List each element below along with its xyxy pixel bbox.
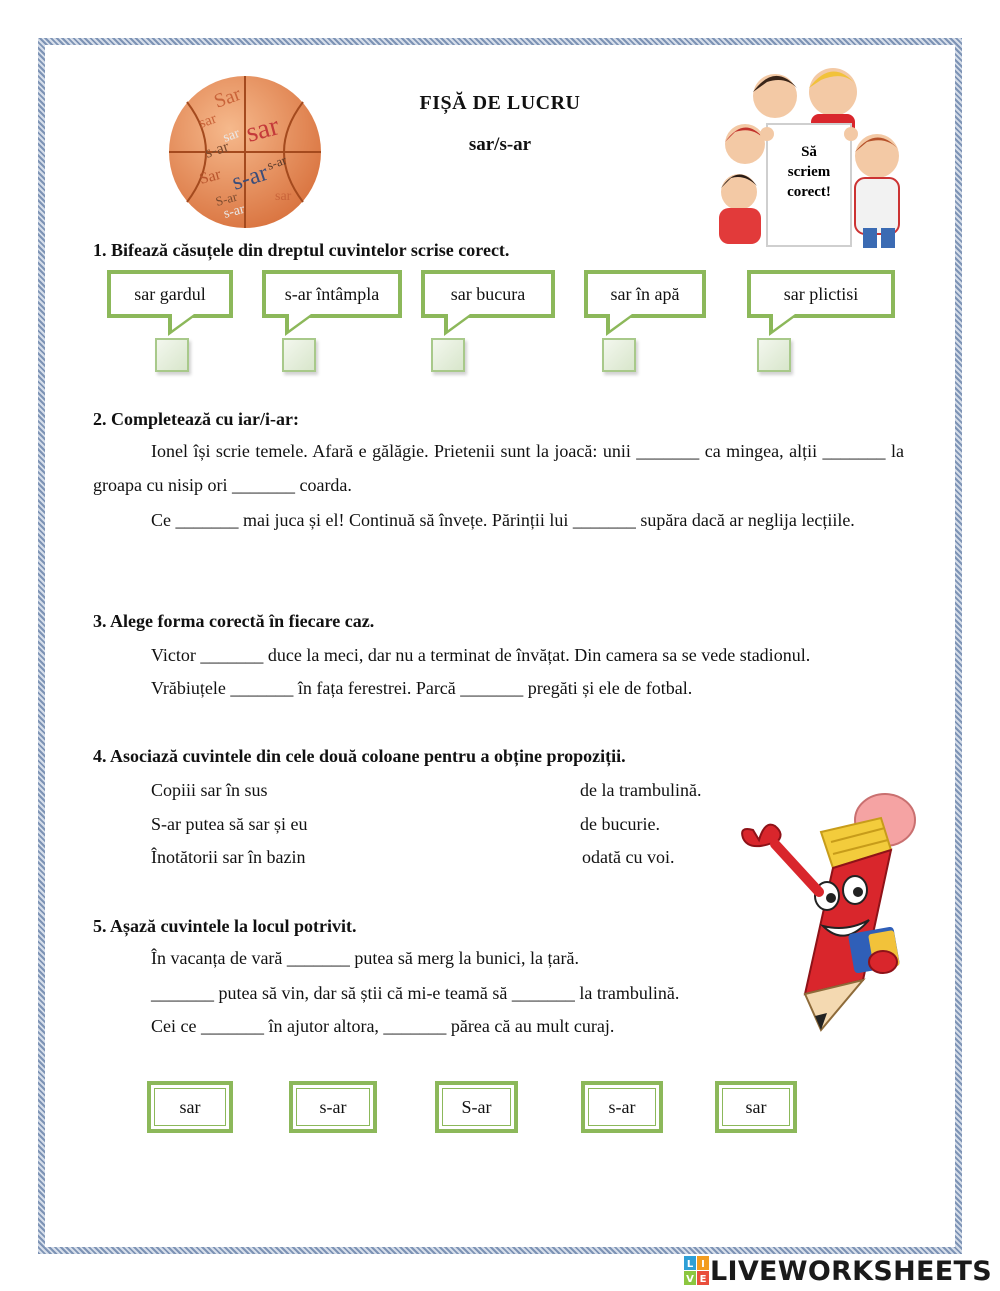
match-left-item[interactable]: Înotătorii sar în bazin — [151, 847, 306, 867]
checkbox-sar-in-apa[interactable] — [602, 338, 636, 372]
option-bubble — [262, 270, 402, 318]
match-right-item[interactable]: odată cu voi. — [582, 847, 675, 867]
word-card-label: S-ar — [461, 1096, 492, 1117]
word-card[interactable] — [435, 1081, 518, 1133]
match-left-item[interactable]: S-ar putea să sar și eu — [151, 814, 308, 834]
liveworksheets-logo-text: LIVEWORKSHEETS — [709, 1255, 992, 1287]
ball-word: sar — [242, 110, 283, 149]
exercise-5-line: În vacanța de vară _______ putea să merg la bunici, la țară. — [151, 948, 579, 968]
word-card-label: sar — [745, 1096, 767, 1117]
ball-word: s-ar — [264, 152, 289, 173]
ball-word: sar — [196, 110, 219, 132]
option-bubble — [421, 270, 555, 318]
option-label: s-ar întâmpla — [284, 283, 380, 304]
exercise-2-heading: 2. Completează cu iar/i-ar: — [93, 409, 299, 429]
option-label: sar gardul — [134, 283, 206, 304]
liveworksheets-logo — [684, 1254, 992, 1288]
bubble-tail — [610, 314, 632, 330]
pencil-mascot-illustration — [735, 780, 925, 1032]
checkbox-sar-plictisi[interactable] — [757, 338, 791, 372]
exercise-5-line: _______ putea să vin, dar să știi că mi-e teamă să _______ la trambulină. — [151, 983, 680, 1003]
page-subtitle: sar/s-ar — [468, 134, 532, 155]
ball-word: S-ar — [213, 188, 239, 209]
exercise-3-heading: 3. Alege forma corectă în fiecare caz. — [93, 611, 375, 631]
match-right-item[interactable]: de la trambulină. — [580, 780, 702, 800]
checkbox-s-ar-intampla[interactable] — [282, 338, 316, 372]
exercise-1-heading: 1. Bifează căsuțele din dreptul cuvintelor scrise corect. — [93, 240, 510, 260]
exercise-2-paragraph: Ce _______ mai juca și el! Continuă să învețe. Părinții lui _______ supăra dacă ar neglija lecțiile. — [151, 510, 855, 530]
word-card[interactable] — [289, 1081, 377, 1133]
match-right-item[interactable]: de bucurie. — [580, 814, 660, 834]
bubble-tail — [289, 314, 311, 330]
svg-text:L: L — [686, 1259, 694, 1270]
option-label: sar în apă — [610, 283, 680, 304]
option-bubble — [107, 270, 233, 318]
page-title: FIȘĂ DE LUCRU — [419, 92, 581, 114]
ball-word: s-ar — [222, 201, 247, 222]
kids-sign-illustration — [705, 58, 905, 250]
ball-word: Sar — [197, 165, 223, 188]
basketball-illustration — [165, 72, 325, 232]
checkbox-sar-bucura[interactable] — [431, 338, 465, 372]
exercise-5-line: Cei ce _______ în ajutor altora, _______ părea că au mult curaj. — [151, 1016, 615, 1036]
exercise-3-line: Vrăbiuțele _______ în fața ferestrei. Parcă _______ pregăti și ele de fotbal. — [151, 678, 693, 698]
ball-word: Sar — [211, 82, 244, 113]
word-card[interactable] — [147, 1081, 233, 1133]
bubble-tail — [172, 314, 194, 330]
sign-text-line: corect! — [787, 184, 831, 200]
word-card-label: sar — [179, 1096, 201, 1117]
bubble-tail — [448, 314, 470, 330]
svg-text:I: I — [701, 1259, 705, 1270]
match-left-item[interactable]: Copiii sar în sus — [151, 780, 268, 800]
word-card-label: s-ar — [608, 1096, 636, 1117]
word-card[interactable] — [581, 1081, 663, 1133]
exercise-4-heading: 4. Asociază cuvintele din cele două coloane pentru a obține propoziții. — [93, 746, 626, 766]
option-bubble — [747, 270, 895, 318]
option-label: sar bucura — [450, 283, 526, 304]
exercise-2-paragraph: Ionel își scrie temele. Afară e gălăgie. Prietenii sunt la joacă: unii _______ ca mingea, alții _______ la groapa cu nisip ori _______ coarda. — [93, 441, 904, 495]
liveworksheets-logo-icon — [684, 1256, 710, 1286]
sign-text-line: scriem — [787, 164, 831, 180]
svg-text:E: E — [699, 1274, 707, 1285]
exercise-3-line: Victor _______ duce la meci, dar nu a terminat de învățat. Din camera sa se vede stadionul. — [151, 645, 811, 665]
ball-word: s-ar — [228, 159, 272, 196]
bubble-tail — [773, 314, 795, 330]
sign-text-line: Să — [801, 144, 817, 160]
word-card-label: s-ar — [319, 1096, 347, 1117]
svg-text:V: V — [686, 1274, 694, 1285]
option-label: sar plictisi — [783, 283, 859, 304]
ball-word: sar — [221, 126, 242, 146]
exercise-5-heading: 5. Așază cuvintele la locul potrivit. — [93, 916, 357, 936]
word-card[interactable] — [715, 1081, 797, 1133]
checkbox-sar-gardul[interactable] — [155, 338, 189, 372]
ball-word: s-ar — [202, 138, 232, 162]
option-bubble — [584, 270, 706, 318]
ball-word: sar — [275, 189, 292, 204]
